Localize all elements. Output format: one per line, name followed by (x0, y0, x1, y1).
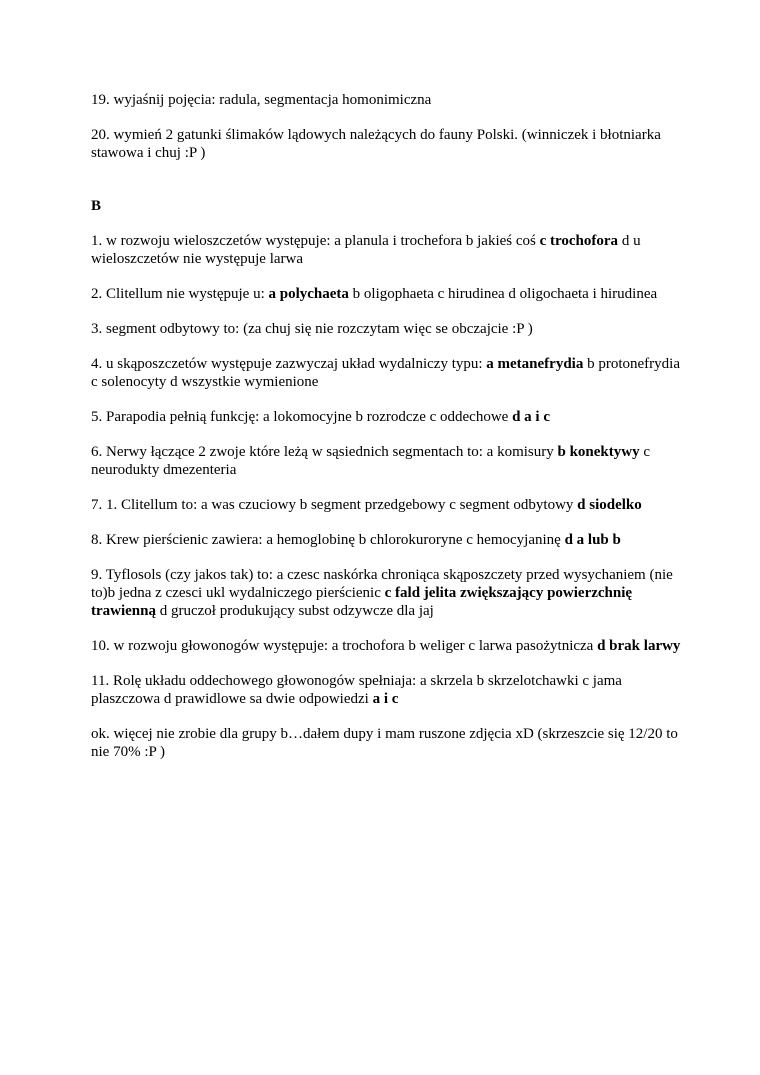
question-b9: 9. Tyflosols (czy jakos tak) to: a czesc naskórka chroniąca skąposzczety przed wysychaniem (nie to)b jedna z czesci ukl wydalniczego pierścienic c fald jelita zwiększający powierzchnię trawienną d gruczoł produkujący subst odzywcze dla jaj (91, 567, 673, 619)
question-19: 19. wyjaśnij pojęcia: radula, segmentacja homonimiczna (91, 92, 432, 108)
answer-b4: a metanefrydia (486, 356, 584, 372)
answer-b5: d a i c (512, 409, 551, 425)
answer-b1: c trochofora (539, 233, 619, 249)
answer-b6: b konektywy (557, 444, 640, 460)
question-b4: 4. u skąposzczetów występuje zazwyczaj układ wydalniczy typu: a metanefrydia b protonefrydia c solenocyty d wszystkie wymienione (91, 356, 680, 390)
question-b1: 1. w rozwoju wieloszczetów występuje: a planula i trochefora b jakieś coś c trochofora d u wieloszczetów nie występuje larwa (91, 233, 641, 267)
answer-b10: d brak larwy (597, 638, 681, 654)
answer-b8: d a lub b (564, 532, 621, 548)
question-b11: 11. Rolę układu oddechowego głowonogów spełniaja: a skrzela b skrzelotchawki c jama plaszczowa d prawidlowe sa dwie odpowiedzi a i c (91, 673, 622, 707)
closing-note: ok. więcej nie zrobie dla grupy b…dałem dupy i mam ruszone zdjęcia xD (skrzeszcie się 12/20 to nie 70% :P ) (91, 726, 678, 760)
question-20: 20. wymień 2 gatunki ślimaków lądowych należących do fauny Polski. (winniczek i błotniarka stawowa i chuj :P ) (91, 127, 661, 161)
question-b6: 6. Nerwy łączące 2 zwoje które leżą w sąsiednich segmentach to: a komisury b konektywy c neurodukty dmezenteria (91, 444, 651, 478)
question-b8: 8. Krew pierścienic zawiera: a hemoglobinę b chlorokuroryne c hemocyjaninę d a lub b (91, 532, 621, 548)
question-b2: 2. Clitellum nie występuje u: a polychaeta b oligophaeta c hirudinea d oligochaeta i hirudinea (91, 286, 658, 302)
question-b10: 10. w rozwoju głowonogów występuje: a trochofora b weliger c larwa pasożytnicza d brak larwy (91, 638, 681, 654)
document-page (91, 91, 681, 761)
question-b7: 7. 1. Clitellum to: a was czuciowy b segment przedgebowy c segment odbytowy d siodelko (91, 497, 642, 513)
question-b3: 3. segment odbytowy to: (za chuj się nie rozczytam więc se obczajcie :P ) (91, 321, 533, 337)
answer-b2: a polychaeta (268, 286, 349, 302)
question-b5: 5. Parapodia pełnią funkcję: a lokomocyjne b rozrodcze c oddechowe d a i c (91, 409, 551, 425)
section-b-heading: B (91, 198, 102, 214)
answer-b7: d siodelko (577, 497, 642, 513)
answer-b11: a i c (372, 691, 399, 707)
answer-b9: c fald jelita zwiększający powierzchnię trawienną (91, 585, 633, 619)
